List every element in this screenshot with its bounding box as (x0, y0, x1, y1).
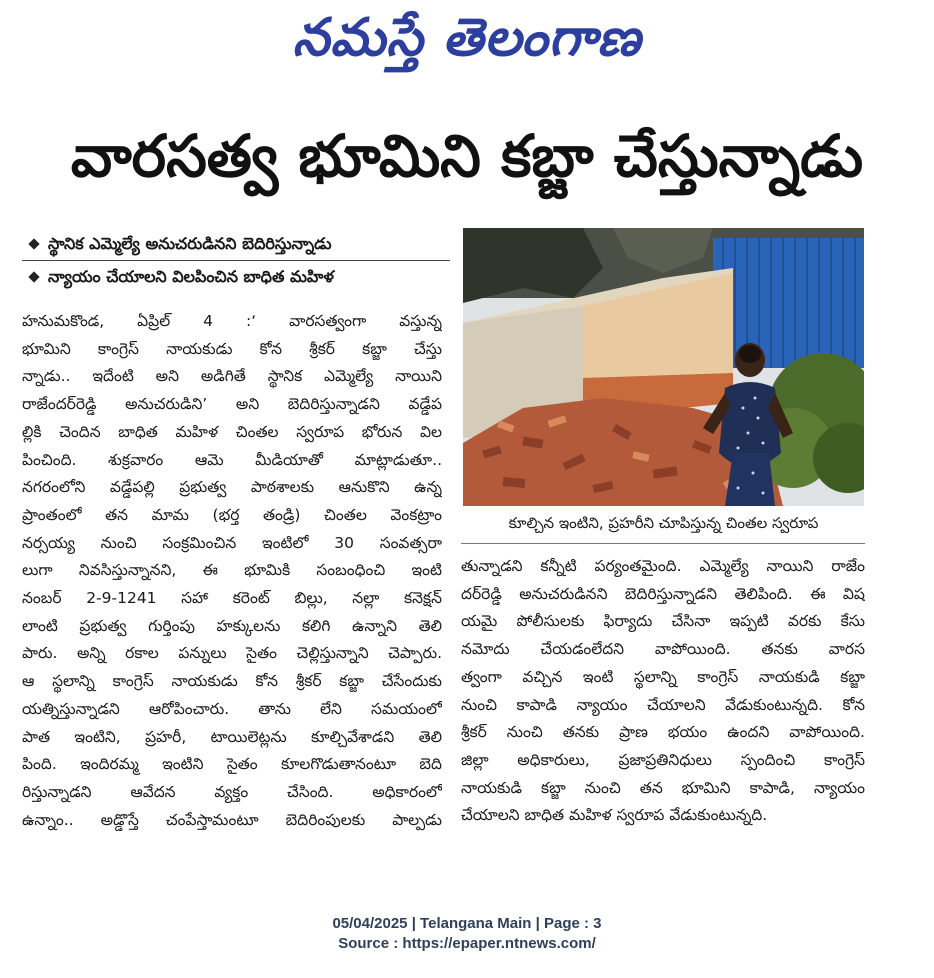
text-line: నర్సయ్య నుంచి సంక్రమించిన ఇంటిలో 30 సంవత్సరా (22, 533, 442, 552)
masthead-title: నమస్తే తెలంగాణ (292, 8, 642, 68)
subhead-1 (22, 228, 450, 260)
text-line: భూమిని కాంగ్రెస్ నాయకుడు కోన శ్రీకర్ కబ్జా చేస్తు (22, 339, 442, 358)
text-line: నగరంలోని వడ్డేపల్లి ప్రభుత్వ పాఠశాలకు ఆనుకొని ఉన్న (22, 478, 442, 497)
diamond-bullet-icon (28, 271, 39, 282)
newspaper-masthead (0, 8, 934, 81)
text-line: హనుమకొండ, ఏప్రిల్ 4 :‘ వారసత్వంగా వస్తున్న (22, 312, 442, 330)
text-line: న్నాడు.. ఇదేంటి అని అడిగితే స్థానిక ఎమ్మెల్యే నాయిని (22, 367, 442, 386)
text-line: ల్లికి చెందిన బాధిత మహిళ చింతల స్వరూప భోరున విల (22, 422, 442, 441)
subhead-text: స్థానిక ఎమ్మెల్యే అనుచరుడినని బెదిరిస్తున్నాడు (48, 234, 332, 253)
text-line: తున్నాడని కన్నీటి పర్యంతమైంది. ఎమ్మెల్యే నాయిని రాజేం (461, 557, 865, 575)
text-line: యత్నిస్తున్నాడని ఆరోపించారు. తాను లేని సమయంలో (22, 699, 442, 718)
photo-woman-demolished-house (463, 228, 864, 506)
text-line: రిస్తున్నాడని ఆవేదన వ్యక్తం చేసింది. అధికారంలో (22, 782, 442, 801)
text-line: నాయకుడి కబ్జా నుంచి తన భూమిని కాపాడి, న్యాయం (461, 778, 865, 797)
article-photo (463, 228, 864, 506)
text-line: జిల్లా అధికారులు, ప్రజాప్రతినిధులు స్పందించి కాంగ్రెస్ (461, 750, 865, 769)
caption-divider (461, 543, 865, 544)
article-body-left-column (22, 308, 442, 834)
text-line: దర్‌రెడ్డి అనుచరుడినని బెదిరిస్తున్నాడని తెలిపింది. ఈ విష (461, 584, 865, 603)
text-line: నంబర్ 2-9-1241 సహా కరెంట్ బిల్లు, నల్లా కనెక్షన్ (22, 589, 442, 608)
left-column-text (22, 308, 442, 834)
text-line: లాంటి ప్రభుత్వ గుర్తింపు హక్కులను కలిగి ఉన్నాని తెలి (22, 616, 442, 635)
article-subheads (22, 228, 450, 293)
footer-source-link[interactable]: Source : https://epaper.ntnews.com/ (338, 935, 596, 952)
text-line: లుగా నివసిస్తున్నానని, ఈ భూమికి సంబంధించి ఇంటి (22, 561, 442, 580)
article-body-right-column (461, 553, 865, 830)
text-line: యమై పోలీసులకు ఫిర్యాదు చేసినా ఇప్పటి వరకు కేసు (461, 612, 865, 631)
photo-caption: కూల్చిన ఇంటిని, ప్రహరీని చూపిస్తున్న చింతల స్వరూప (508, 514, 819, 532)
text-line: నమోదు చేయడంలేదని వాపోయింది. తనకు వారస (461, 640, 865, 659)
text-line: ప్రాంతంలో తన మామ (భర్త తండ్రి) చింతల వెంకట్రాం (22, 505, 442, 524)
subhead-2 (22, 261, 450, 293)
text-line: ఆ స్థలాన్ని కాంగ్రెస్ నాయకుడు కోన శ్రీకర్ కబ్జా చేసేందుకు (22, 672, 442, 691)
text-line: పారు. అన్ని రకాల పన్నులు సైతం చెల్లిస్తున్నాని చెప్పారు. (22, 644, 442, 663)
subhead-text: న్యాయం చేయాలని విలపించిన బాధిత మహిళ (48, 267, 334, 286)
text-line: చేయాలని బాధిత మహిళ స్వరూప వేడుకుంటున్నది. (461, 806, 768, 825)
text-line: త్వంగా వచ్చిన ఇంటి స్థలాన్ని కాంగ్రెస్ నాయకుడి కబ్జా (461, 667, 865, 686)
text-line: పింది. ఇందిరమ్మ ఇంటిని సైతం కూలగొడుతానంటూ బెది (22, 755, 442, 774)
text-line: రాజేందర్‌రెడ్డి అనుచరుడిని’ అని బెదిరిస్తున్నాడని వడ్డేప (22, 395, 442, 414)
article-headline: వారసత్వ భూమిని కబ్జా చేస్తున్నాడు (70, 122, 864, 190)
diamond-bullet-icon (28, 238, 39, 249)
text-line: నుంచి కాపాడి న్యాయం చేయాలని వేడుకుంటున్నది. కోన (461, 695, 865, 714)
text-line: ఉన్నాం.. అడ్డొస్తే చంపేస్తామంటూ బెదిరింపులకు పాల్పడు (22, 810, 442, 829)
footer-edition-info: 05/04/2025 | Telangana Main | Page : 3 (332, 915, 602, 932)
text-line: పాత ఇంటిని, ప్రహరీ, టాయిలెట్లను కూల్చివేశాడని తెలి (22, 727, 442, 746)
page-footer (0, 914, 934, 954)
right-column-text (461, 553, 865, 830)
text-line: పించింది. శుక్రవారం ఆమె మీడియాతో మాట్లాడుతూ.. (22, 450, 442, 469)
text-line: శ్రీకర్ నుంచి తనకు ప్రాణ భయం ఉందని వాపోయింది. (461, 723, 865, 742)
